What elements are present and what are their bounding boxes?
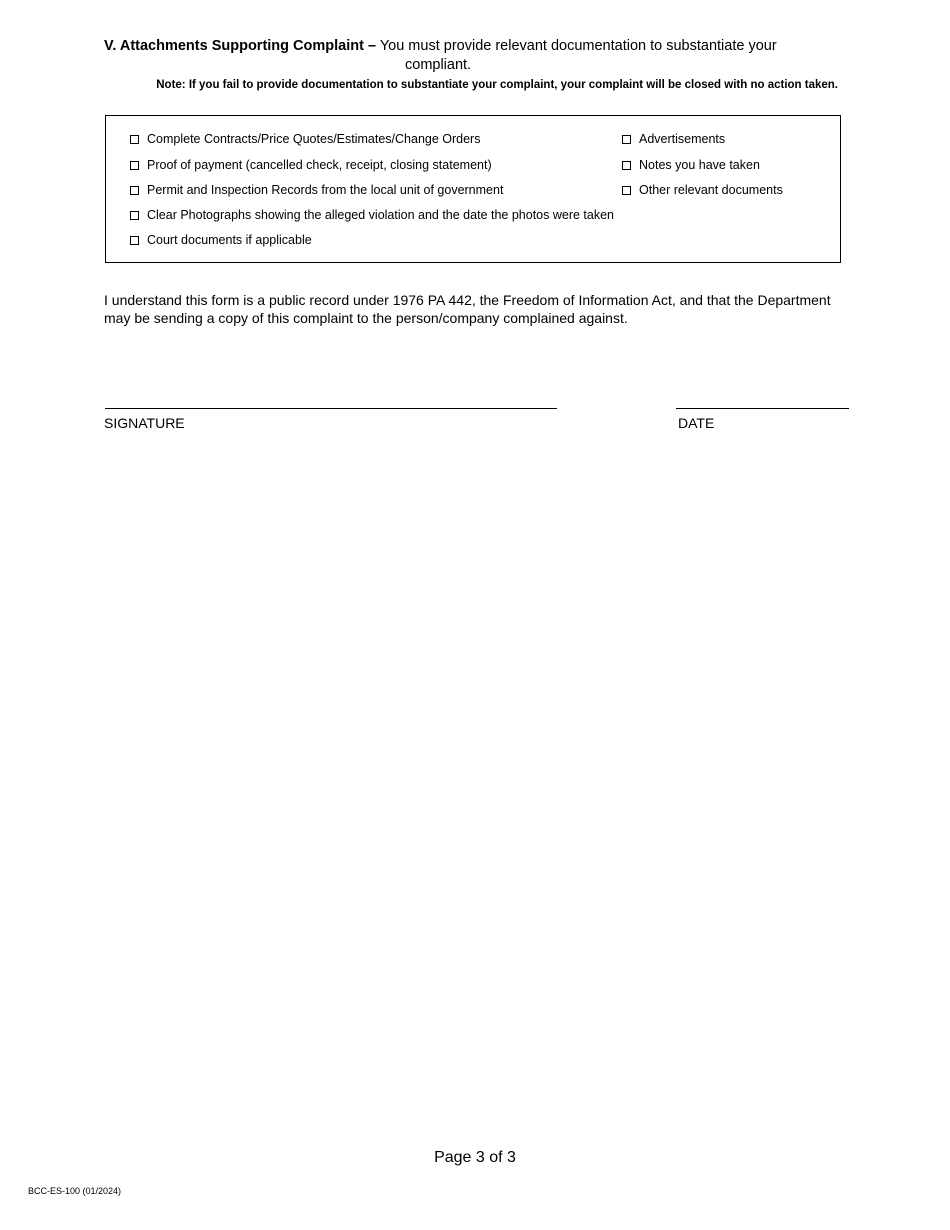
date-line[interactable] — [676, 408, 849, 409]
checkbox-notes[interactable] — [622, 158, 760, 172]
signature-label: SIGNATURE — [104, 415, 185, 431]
checkbox-label: Permit and Inspection Records from the local unit of government — [147, 183, 504, 197]
section-heading — [104, 37, 838, 75]
checkbox-permit-records[interactable] — [130, 183, 503, 197]
public-record-statement: I understand this form is a public record under 1976 PA 442, the Freedom of Information Act, and that the Department may be sending a copy of this complaint to the person/company complained against. — [104, 292, 831, 326]
checkbox-icon[interactable] — [622, 161, 631, 170]
checkbox-contracts[interactable] — [130, 132, 480, 146]
checkbox-label: Clear Photographs showing the alleged violation and the date the photos were taken — [147, 208, 614, 222]
checkbox-label: Court documents if applicable — [147, 233, 312, 247]
date-label: DATE — [678, 415, 715, 431]
checkbox-icon[interactable] — [622, 135, 631, 144]
checkbox-label: Notes you have taken — [639, 158, 760, 172]
checkbox-label: Advertisements — [639, 132, 726, 146]
section-text-line2: compliant. — [405, 57, 472, 73]
checkbox-advertisements[interactable] — [622, 132, 725, 146]
checkbox-icon[interactable] — [130, 135, 139, 144]
section-label: V. Attachments Supporting Complaint – — [104, 38, 377, 54]
checkbox-proof-of-payment[interactable] — [130, 158, 492, 172]
checkbox-icon[interactable] — [130, 211, 139, 220]
signature-line[interactable] — [105, 408, 557, 409]
checkbox-other-documents[interactable] — [622, 183, 783, 197]
section-text-line1: You must provide relevant documentation to substantiate your — [379, 38, 777, 54]
checkbox-court-documents[interactable] — [130, 233, 312, 247]
checkbox-label: Other relevant documents — [639, 183, 783, 197]
checkbox-icon[interactable] — [130, 161, 139, 170]
checkbox-icon[interactable] — [622, 186, 631, 195]
checkbox-label: Complete Contracts/Price Quotes/Estimates/Change Orders — [147, 132, 481, 146]
checkbox-photographs[interactable] — [130, 208, 614, 222]
note-text: Note: If you fail to provide documentation to substantiate your complaint, your complaint will be closed with no action taken. — [156, 79, 838, 91]
form-id: BCC-ES-100 (01/2024) — [28, 1186, 122, 1196]
checkbox-icon[interactable] — [130, 186, 139, 195]
checkbox-label: Proof of payment (cancelled check, receipt, closing statement) — [147, 158, 492, 172]
checkbox-icon[interactable] — [130, 236, 139, 245]
page-number: Page 3 of 3 — [434, 1149, 516, 1166]
